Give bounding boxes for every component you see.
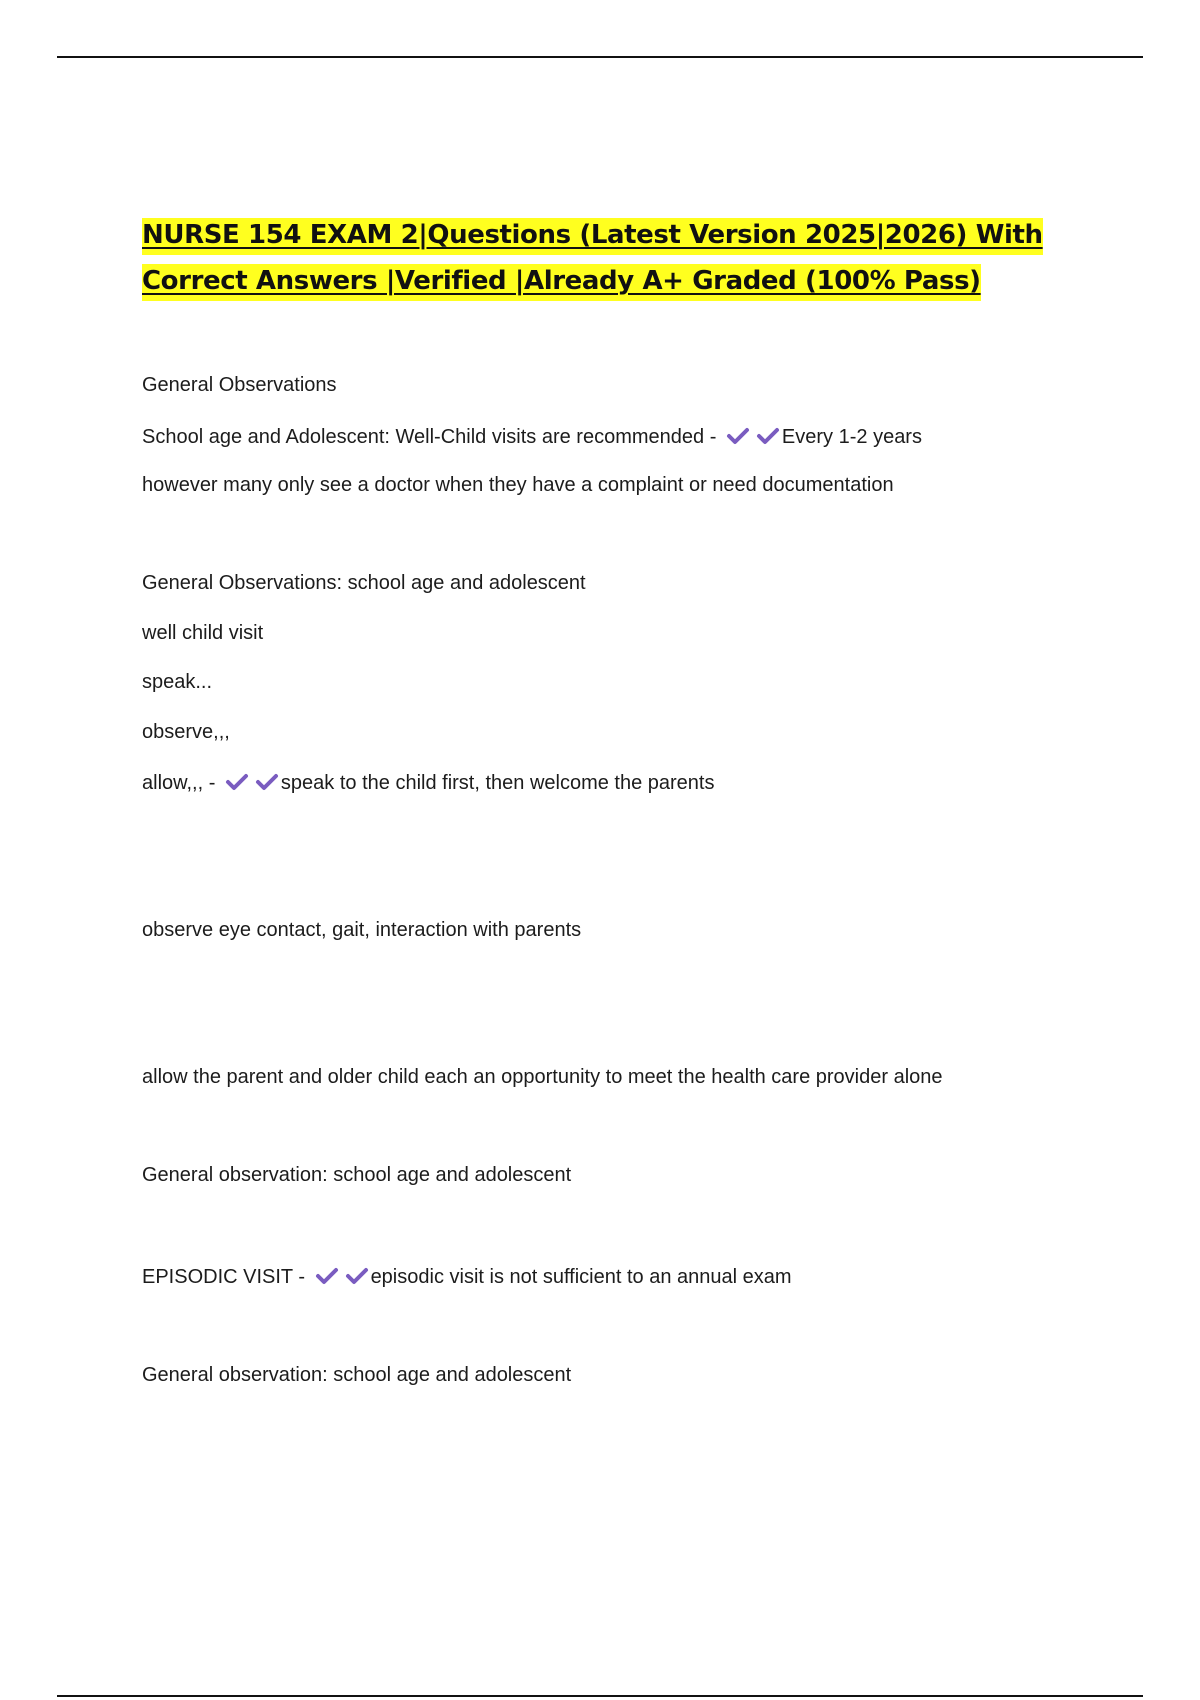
text-line xyxy=(142,1064,943,1090)
line-text: well child visit xyxy=(142,622,264,644)
text-line xyxy=(142,1162,571,1188)
line-text: allow the parent and older child each an opportunity to meet the health care provider alone xyxy=(142,1066,943,1088)
top-rule xyxy=(57,56,1143,58)
checkmark-icon xyxy=(345,1266,371,1286)
text-line xyxy=(142,719,230,745)
checkmark-icon xyxy=(255,772,281,792)
text-line xyxy=(142,570,586,596)
line-text: General Observations xyxy=(142,374,337,396)
title-line-2: Correct Answers |Verified |Already A+ Graded (100% Pass) xyxy=(142,264,981,301)
text-line xyxy=(142,1362,571,1388)
line-text: however many only see a doctor when they have a complaint or need documentation xyxy=(142,474,894,496)
question-text: allow,,, - xyxy=(142,772,221,794)
text-line xyxy=(142,472,894,498)
answer-text: episodic visit is not sufficient to an annual exam xyxy=(370,1266,792,1288)
checkmark-icon xyxy=(225,772,251,792)
question-text: School age and Adolescent: Well-Child visits are recommended - xyxy=(142,426,722,448)
text-line xyxy=(142,917,581,943)
checkmark-icon xyxy=(756,426,782,446)
checkmark-icon xyxy=(315,1266,341,1286)
line-text: General observation: school age and adolescent xyxy=(142,1164,572,1186)
title-line-1: NURSE 154 EXAM 2|Questions (Latest Version 2025|2026) With xyxy=(142,218,1043,255)
qa-line xyxy=(142,1264,792,1290)
qa-line xyxy=(142,424,922,450)
text-line xyxy=(142,669,212,695)
line-text: General observation: school age and adolescent xyxy=(142,1364,572,1386)
qa-line xyxy=(142,770,715,796)
text-line xyxy=(142,372,337,398)
line-text: observe eye contact, gait, interaction with parents xyxy=(142,919,582,941)
bottom-rule xyxy=(57,1695,1143,1697)
checkmark-icon xyxy=(726,426,752,446)
question-text: EPISODIC VISIT - xyxy=(142,1266,311,1288)
answer-text: Every 1-2 years xyxy=(781,426,922,448)
document-title xyxy=(142,212,1092,304)
line-text: observe,,, xyxy=(142,721,230,743)
text-line xyxy=(142,620,263,646)
line-text: speak... xyxy=(142,671,213,693)
line-text: General Observations: school age and adolescent xyxy=(142,572,586,594)
answer-text: speak to the child first, then welcome the parents xyxy=(280,772,715,794)
